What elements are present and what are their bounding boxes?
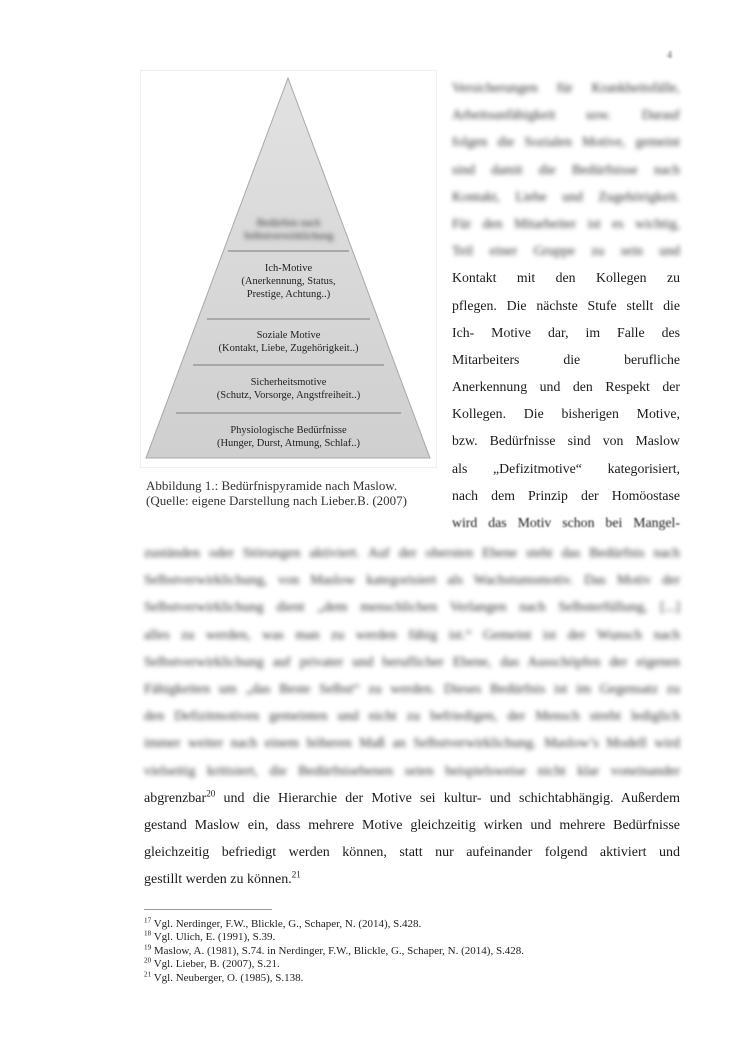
text-line: gleichzeitig befriedigt werden können, statt nur aufeinander folgend aktiviert und	[144, 845, 680, 861]
footnote-separator	[144, 909, 272, 910]
level-title: Bedürfnis nach	[256, 218, 321, 229]
pyramid-level-safety	[140, 376, 437, 402]
level-title: Sicherheitsmotive	[250, 377, 327, 388]
text-line	[144, 785, 680, 812]
pyramid-level-social	[140, 329, 437, 355]
footnote	[144, 958, 664, 971]
text-line: sind damit die Bedürfnisse nach	[452, 161, 680, 177]
level-subtitle: Selbstverwirklichung	[243, 231, 334, 242]
text-line: Versicherungen für Krankheitsfälle,	[452, 80, 680, 95]
text-line: Fähigkeiten um „das Beste Selbst“ zu werden. Dieses Bedürfnis ist im Gegensatz zu	[144, 681, 680, 697]
text-line: alles zu werden, was man zu werden fähig ist.“ Gemeint ist der Wunsch nach	[144, 627, 680, 643]
text-line: Für den Mitarbeiter ist es wichtig,	[452, 215, 680, 231]
footnote-text: Vgl. Ulich, E. (1991), S.39.	[151, 931, 276, 944]
level-subtitle: Prestige, Achtung..)	[246, 289, 331, 300]
footnote	[144, 945, 664, 958]
level-subtitle: (Schutz, Vorsorge, Angstfreiheit..)	[216, 390, 361, 401]
text-line: zuständen oder Störungen aktiviert. Auf der obersten Ebene steht das Bedürfnis nach	[144, 546, 680, 561]
caption-line: Abbildung 1.: Bedürfnispyramide nach Maslow.	[146, 478, 398, 493]
text-line: vielseitig kritisiert, die Bedürfnisebenen seien beispielsweise nicht klar voneinander	[144, 763, 680, 779]
footnote-ref: 20	[206, 788, 216, 799]
text-line: pflegen. Die nächste Stufe stellt die	[452, 297, 680, 313]
footnote-number: 17	[144, 916, 152, 925]
footnote-number: 18	[144, 929, 152, 938]
text-line: Teil einer Gruppe zu sein und	[452, 243, 680, 259]
text-line: Selbstverwirklichung dient „dem menschlichen Verlangen nach Selbsterfüllung, [...]	[144, 600, 680, 616]
level-title: Physiologische Bedürfnisse	[230, 425, 347, 436]
footnote	[144, 969, 664, 985]
text-line: Kollegen. Die bisherigen Motive,	[452, 406, 680, 422]
text-line: als „Defizitmotive“ kategorisiert,	[452, 460, 680, 476]
figure-caption	[146, 478, 446, 508]
pyramid-level-physiological	[140, 424, 437, 450]
footnote-text: Vgl. Nerdinger, F.W., Blickle, G., Schaper, N. (2014), S.428.	[151, 918, 422, 930]
text-line: immer weiter nach einem höheren Maß an Selbstverwirklichung. Maslow’s Modell wird	[144, 736, 680, 752]
text-line: Selbstverwirklichung, von Maslow kategorisiert als Wachstumsmotiv. Das Motiv der	[144, 573, 680, 589]
footnote-number: 20	[144, 956, 152, 965]
text-segment: abgrenzbar	[144, 790, 207, 806]
caption-line: (Quelle: eigene Darstellung nach Lieber.B. (2007)	[146, 493, 407, 508]
level-subtitle: (Hunger, Durst, Atmung, Schlaf..)	[216, 438, 361, 449]
side-column-text	[452, 74, 680, 536]
text-line: nach dem Prinzip der Homöostase	[452, 487, 680, 503]
footnote-text: Vgl. Neuberger, O. (1985), S.138.	[151, 971, 304, 984]
level-subtitle: (Anerkennung, Status,	[241, 276, 336, 287]
footnote-number: 21	[144, 969, 152, 978]
text-line: Selbstverwirklichung auf privater und beruflicher Ebene, das Ausschöpfen der eigenen	[144, 654, 680, 670]
text-line: Kontakt, Liebe und Zugehörigkeit.	[452, 188, 680, 204]
footnote-text: Maslow, A. (1981), S.74. in Nerdinger, F.W., Blickle, G., Schaper, N. (2014), S.428.	[151, 944, 525, 957]
footnote	[144, 918, 664, 931]
footnotes	[144, 918, 664, 985]
text-line: gestand Maslow ein, dass mehrere Motive gleichzeitig wirken und mehrere Bedürfnisse	[144, 817, 680, 833]
pyramid-level-self-actualization	[140, 217, 437, 243]
maslow-pyramid-figure	[140, 70, 437, 468]
page-number: 4	[667, 50, 672, 61]
footnote-ref: 21	[291, 869, 301, 880]
level-title: Ich-Motive	[264, 263, 313, 274]
text-line: Kontakt mit den Kollegen zu	[452, 270, 680, 286]
level-title: Soziale Motive	[256, 330, 321, 341]
level-subtitle: (Kontakt, Liebe, Zugehörigkeit..)	[218, 343, 359, 354]
text-line: Arbeitsunfähigkeit usw. Darauf	[452, 107, 680, 123]
pyramid-level-ego	[140, 262, 437, 301]
text-line: folgen die Sozialen Motive, gemeint	[452, 134, 680, 150]
text-line: Mitarbeiters die berufliche	[452, 351, 680, 367]
text-line: den Defizitmotiven gemeinten und nicht zu befriedigen, der Mensch strebt lediglich	[144, 709, 680, 725]
text-line: Anerkennung und den Respekt der	[452, 379, 680, 395]
text-segment: gestillt werden zu können.	[144, 872, 292, 888]
body-paragraph	[144, 540, 680, 893]
text-segment: und die Hierarchie der Motive sei kultur- und schichtabhängig. Außerdem	[215, 790, 680, 806]
footnote	[144, 931, 664, 944]
text-line: wird das Motiv schon bei Mangel-	[452, 515, 680, 530]
text-line: Ich- Motive dar, im Falle des	[452, 324, 680, 340]
text-line	[144, 866, 680, 893]
footnote-number: 19	[144, 943, 152, 952]
footnote-text: Vgl. Lieber, B. (2007), S.21.	[151, 958, 280, 971]
text-line: bzw. Bedürfnisse sind von Maslow	[452, 433, 680, 449]
